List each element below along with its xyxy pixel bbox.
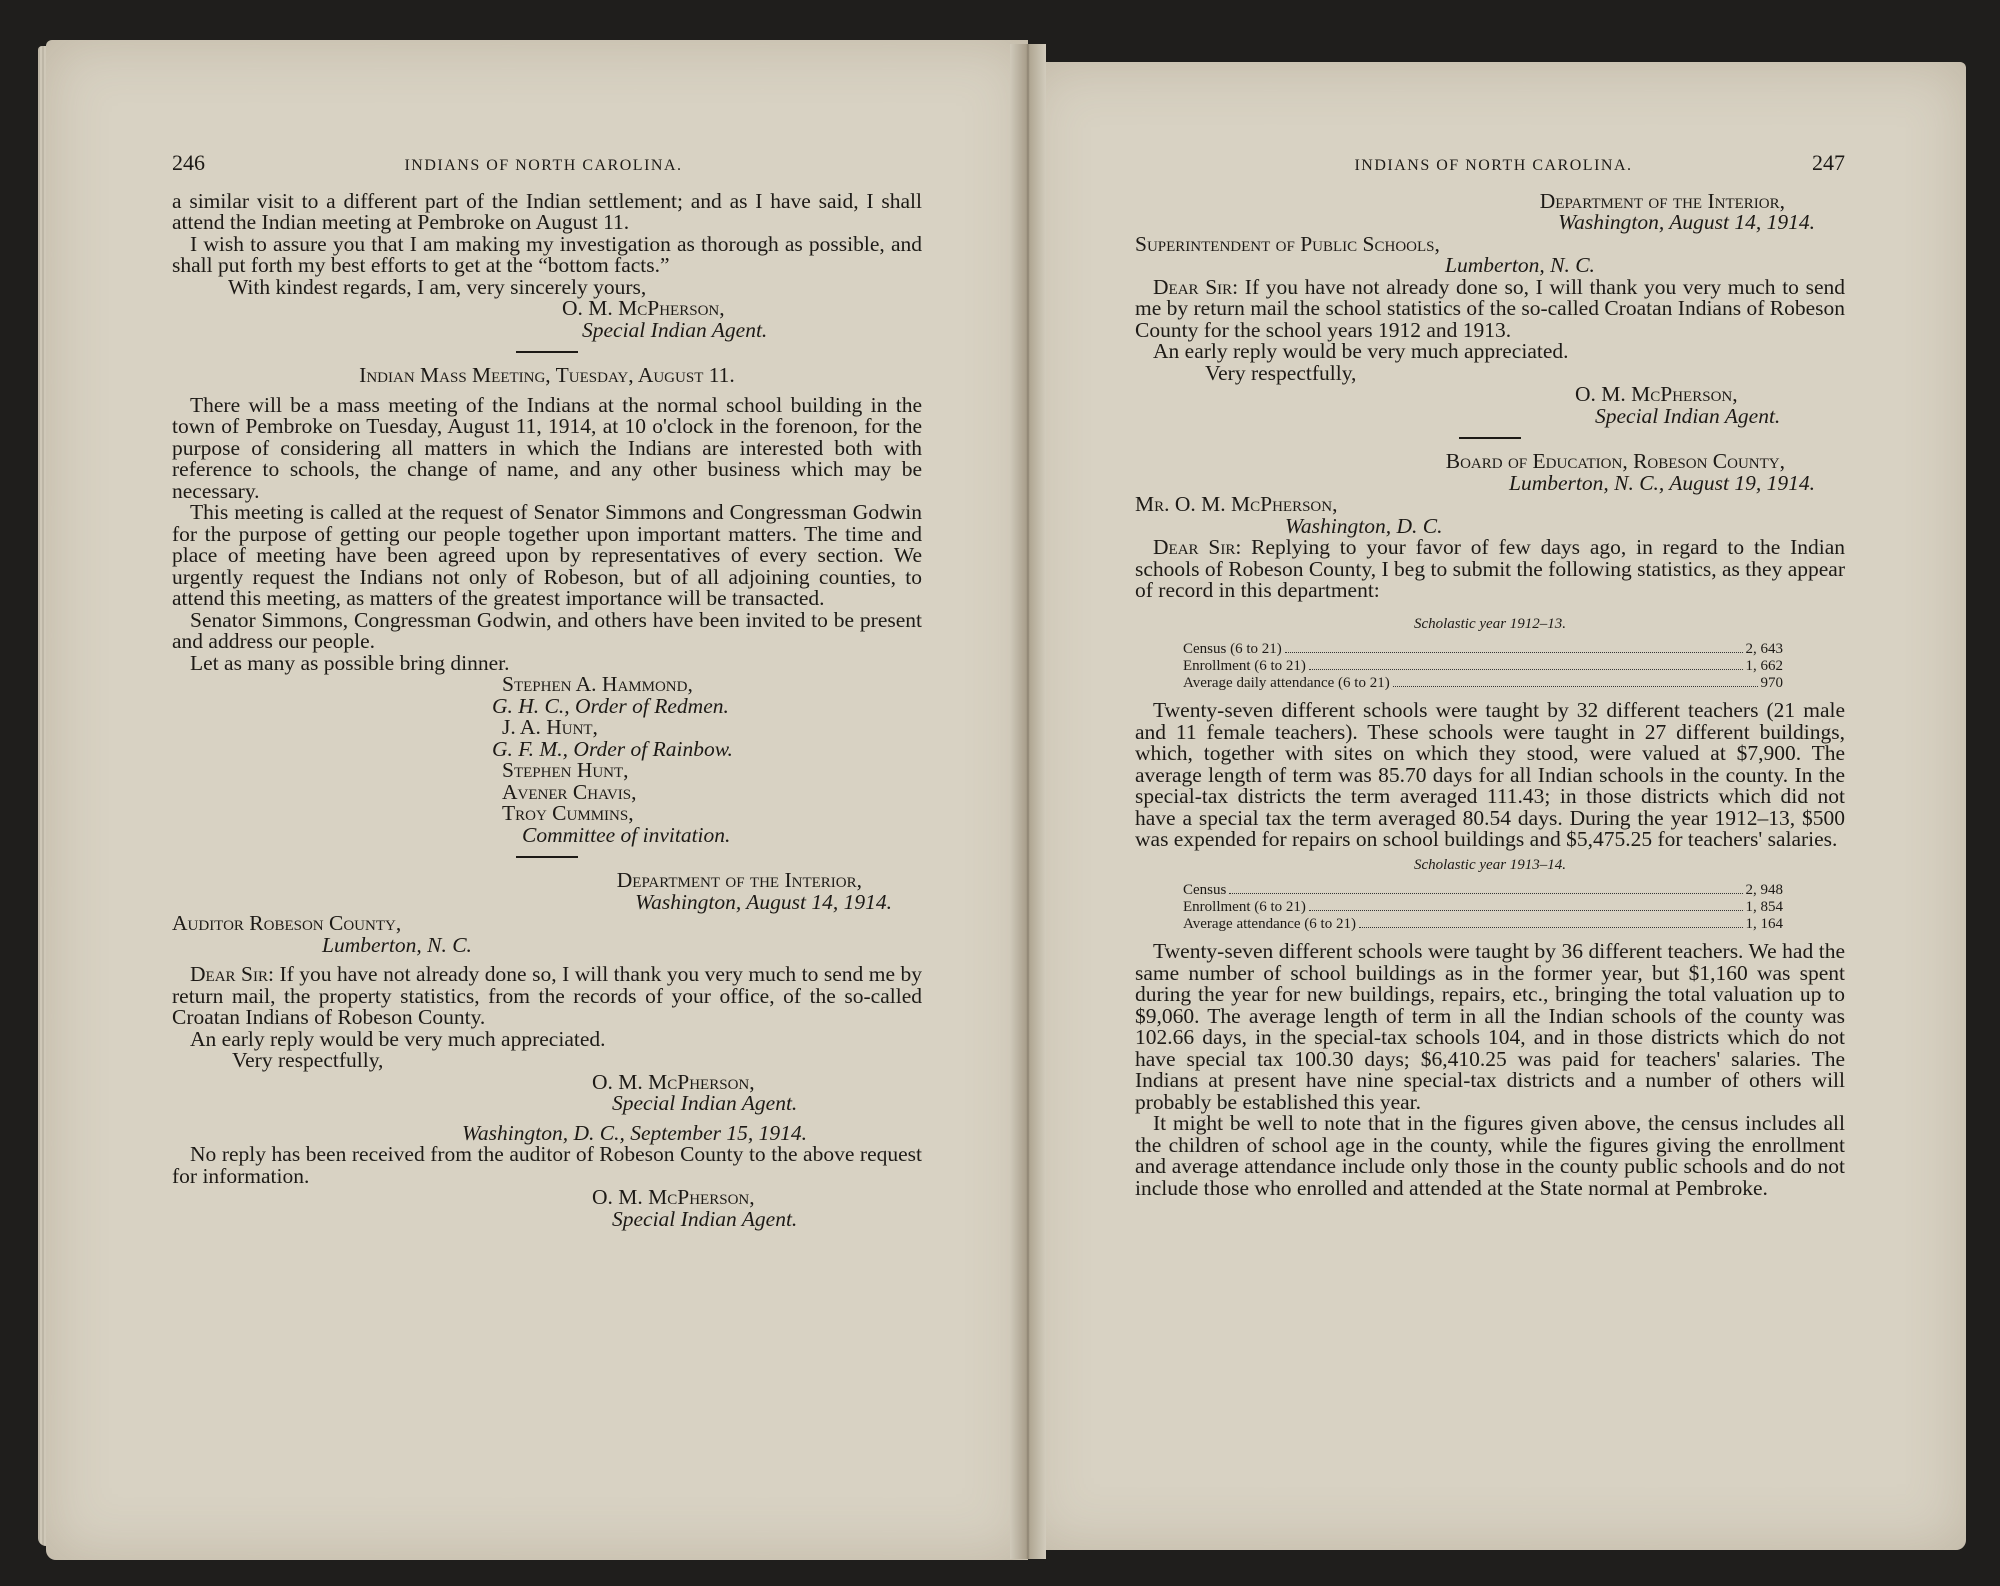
row-value: 1, 164 [1745,916,1783,932]
right-running-head [1135,152,1845,177]
dateline: Washington, D. C., September 15, 1914. [462,1120,807,1145]
addressee: Superintendent of Public Schools, [1135,231,1440,256]
signature-title: Special Indian Agent. [612,1091,798,1115]
table-row [1183,658,1783,675]
leader-dots [1285,641,1743,653]
paragraph: There will be a mass meeting of the Indians at the normal school building in the town of Pembroke on Tuesday, August 11, 1914, at 10 o'clock in the forenoon, for the purpose of considering all matters in which the Indians are interested both with reference to schools, the change of name, and any other business which may be necessary. [172,392,922,503]
page-number: 246 [172,150,205,175]
paragraph: I wish to assure you that I am making my investigation as thorough as possible, and shall put forth my best efforts to get at the “bottom facts.” [172,231,922,277]
row-label: Enrollment (6 to 21) [1183,658,1306,674]
letter-body: Replying to your favor of few days ago, in regard to the Indian schools of Robeson County, I beg to submit the following statistics, as they appear of record in this department: [1135,535,1845,602]
salutation: Dear Sir: [190,962,274,986]
table-row [1183,675,1783,692]
addressee: Auditor Robeson County, [172,911,402,935]
row-label: Average daily attendance (6 to 21) [1183,675,1390,691]
table-row [1183,882,1783,899]
letterhead: Department of the Interior, [616,868,862,892]
paragraph: It might be well to note that in the figures given above, the census includes all the children of school age in the county, while the figures giving the enrollment and average attendance include only those in the county public schools and do not include those who enrolled and attended at the State normal at Pembroke. [1135,1111,1845,1200]
row-value: 2, 948 [1745,882,1783,898]
page-number: 247 [1811,150,1845,175]
signature-name: O. M. McPherson, [592,1185,755,1209]
table-title: Scholastic year 1912–13. [1413,615,1567,632]
letterhead: Department of the Interior, [1539,188,1785,213]
committee-member: G. F. M., Order of Rainbow. [492,736,733,761]
signature-title: Special Indian Agent. [612,1206,798,1231]
paragraph: No reply has been received from the auditor of Robeson County to the above request for information. [172,1142,922,1188]
addressee: Mr. O. M. McPherson, [1135,492,1338,516]
leader-dots [1359,916,1743,928]
running-head-title: INDIANS OF NORTH CAROLINA. [404,157,683,174]
row-label: Census [1183,882,1227,898]
table-title: Scholastic year 1913–14. [1413,856,1567,873]
salutation: Dear Sir: [1153,274,1239,299]
addressee-place: Lumberton, N. C. [322,932,472,957]
committee-member: Committee of invitation. [522,822,731,847]
left-page-text [172,152,922,1230]
signature-title: Special Indian Agent. [1595,403,1781,428]
committee-member: Stephen Hunt, [502,758,629,782]
table-row [1183,641,1783,658]
row-value: 1, 662 [1745,658,1783,674]
addressee-place: Washington, D. C. [1285,513,1443,538]
table-row [1183,899,1783,916]
paragraph: Twenty-seven different schools were taught by 32 different teachers (21 male and 11 female teachers). These schools were taught in 27 different buildings, which, together with sites on which they stood, were valued at $7,900. The average length of term was 85.70 days for all Indian schools in the county. In the special-tax districts the term averaged 111.43; in those districts which did not have a special tax the term averaged 80.54 days. During the year 1912–13, $500 was expended for repairs on school buildings and $5,475.25 for teachers' salaries. [1135,698,1845,851]
leader-dots [1229,882,1742,894]
running-head-title: INDIANS OF NORTH CAROLINA. [1354,157,1633,174]
letter-close: Very respectfully, [232,1048,384,1072]
committee-member: Troy Cummins, [502,801,634,825]
row-label: Enrollment (6 to 21) [1183,899,1306,915]
leader-dots [1393,675,1758,687]
signature-name: O. M. McPherson, [592,1069,755,1094]
committee-member: J. A. Hunt, [502,715,598,739]
committee-member: Avener Chavis, [502,779,637,804]
letter-date: Lumberton, N. C., August 19, 1914. [1508,470,1815,495]
paragraph: Senator Simmons, Congressman Godwin, and others have been invited to be present and address our people. [172,607,922,653]
committee-list [172,674,922,846]
row-value: 1, 854 [1745,899,1783,915]
row-value: 2, 643 [1745,641,1783,657]
section-rule [516,351,578,353]
section-rule [1459,437,1521,439]
signature-name: O. M. McPherson, [562,296,725,320]
section-rule [516,856,578,858]
letter-date: Washington, August 14, 1914. [1558,210,1815,234]
paragraph: a similar visit to a different part of the Indian settlement; and as I have said, I shall attend the Indian meeting at Pembroke on August 11. [172,188,922,234]
paragraph: Let as many as possible bring dinner. [190,650,510,675]
closing: With kindest regards, I am, very sincerely yours, [228,274,647,299]
committee-member: Stephen A. Hammond, [502,672,693,696]
stats-table-1912 [1135,641,1845,692]
paragraph: This meeting is called at the request of Senator Simmons and Congressman Godwin for the purpose of getting our people together upon important matters. The time and place of meeting have been agreed upon by representatives of every section. We urgently request the Indians not only of Robeson, but of all adjoining counties, to attend this meeting, as matters of the greatest importance will be transacted. [172,500,922,610]
row-value: 970 [1760,675,1783,691]
paragraph: An early reply would be very much appreciated. [190,1026,606,1051]
stats-table-1913 [1135,882,1845,933]
letter-date: Washington, August 14, 1914. [635,889,892,914]
leader-dots [1309,658,1743,670]
paragraph: An early reply would be very much appreciated. [1153,339,1569,363]
letter-close: Very respectfully, [1205,360,1357,385]
left-running-head [172,152,922,177]
row-label: Average attendance (6 to 21) [1183,916,1356,932]
addressee-place: Lumberton, N. C. [1445,253,1595,277]
row-label: Census (6 to 21) [1183,641,1282,657]
letter-body: If you have not already done so, I will thank you very much to send me by return mail, the property statistics, from the records of your office, of the so-called Croatan Indians of Robeson County. [172,962,922,1029]
signature-name: O. M. McPherson, [1575,382,1738,406]
paragraph: Twenty-seven different schools were taught by 36 different teachers. We had the same number of school buildings as in the former year, but $1,160 was spent during the year for new buildings, repairs, etc., bringing the total valuation up to $9,060. The average length of term in all the Indian schools of the county was 102.66 days, in the special-tax schools 104, and in those districts which do not have special tax 100.30 days; $6,410.25 was paid for teachers' salaries. The Indians at present have nine special-tax districts and a number of others will probably be established this year. [1135,939,1845,1114]
salutation: Dear Sir: [1153,535,1242,559]
section-heading: Indian Mass Meeting, Tuesday, August 11. [359,363,735,387]
table-row [1183,916,1783,933]
right-page-text [1135,152,1845,1199]
committee-member: G. H. C., Order of Redmen. [492,693,729,718]
signature-title: Special Indian Agent. [582,317,768,342]
leader-dots [1309,899,1743,911]
letter-body: If you have not already done so, I will thank you very much to send me by return mail the school statistics of the so-called Croatan Indians of Robeson County for the school years 1912 and 1913. [1135,274,1845,342]
book-gutter [1010,44,1046,1559]
letterhead: Board of Education, Robeson County, [1445,449,1785,473]
